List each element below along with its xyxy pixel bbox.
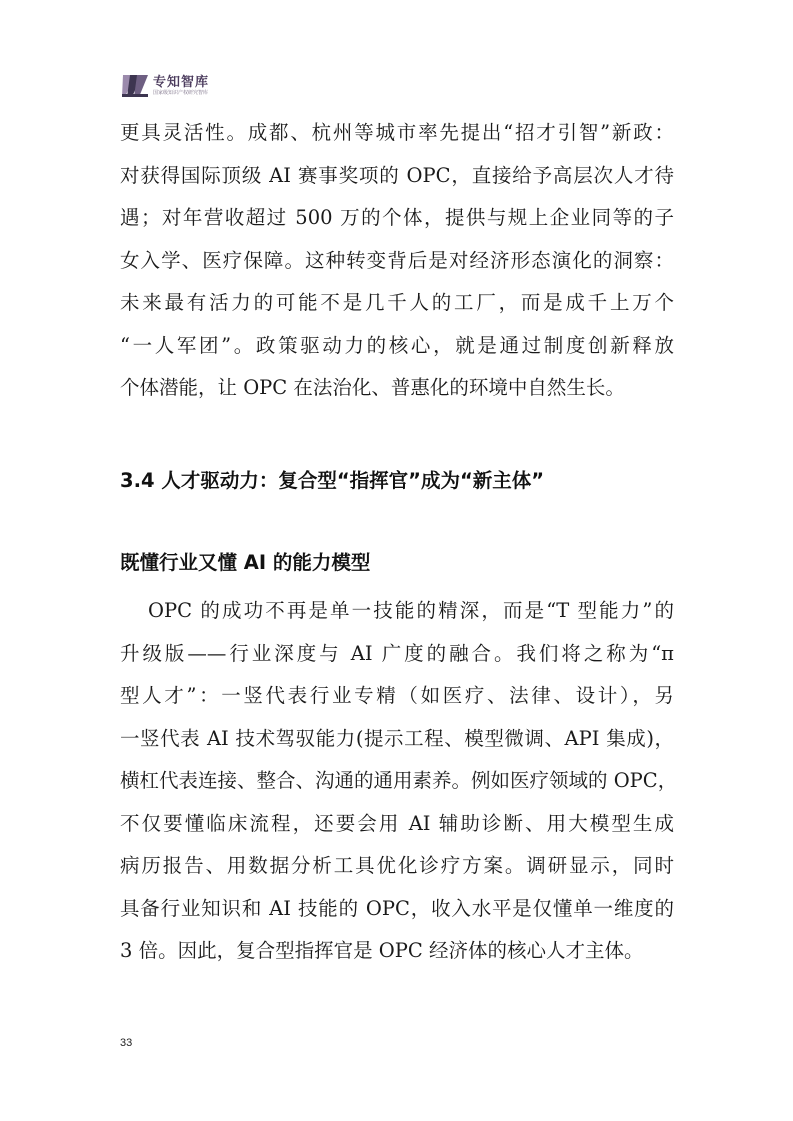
- text-line: 病历报告、用数据分析工具优化诊疗方案。调研显示，同时: [120, 854, 674, 877]
- page-header: [121, 71, 209, 101]
- logo-tagline: 国家级知识产权研究智库: [153, 90, 209, 96]
- text-line: 型人才”：一竖代表行业专精（如医疗、法律、设计），另: [120, 684, 674, 707]
- sub-heading: 既懂行业又懂 AI 的能力模型: [120, 551, 371, 574]
- text-line: 未来最有活力的可能不是几千人的工厂，而是成千上万个: [120, 291, 674, 314]
- text-line: “一人军团”。政策驱动力的核心，就是通过制度创新释放: [120, 333, 674, 357]
- text-line: 3 倍。因此，复合型指挥官是 OPC 经济体的核心人才主体。: [120, 939, 644, 962]
- text-line: 对获得国际顶级 AI 赛事奖项的 OPC，直接给予高层次人才待: [120, 163, 674, 187]
- text-line: 个体潜能，让 OPC 在法治化、普惠化的环境中自然生长。: [120, 376, 625, 399]
- body-paragraph-1: [120, 112, 680, 410]
- body-paragraph-2: [120, 590, 680, 973]
- zhuanzhi-logo-icon: [121, 73, 149, 99]
- logo-text: [153, 75, 209, 97]
- text-line: 横杠代表连接、整合、沟通的通用素养。例如医疗领域的 OPC，: [120, 769, 678, 792]
- text-line: 具备行业知识和 AI 技能的 OPC，收入水平是仅懂单一维度的: [120, 896, 674, 920]
- text-line: 遇；对年营收超过 500 万的个体，提供与规上企业同等的子: [120, 206, 674, 229]
- section-heading: 3.4 人才驱动力：复合型“指挥官”成为“新主体”: [120, 469, 545, 492]
- logo-name: 专知智库: [153, 75, 210, 90]
- text-line: 一竖代表 AI 技术驾驭能力(提示工程、模型微调、API 集成)，: [120, 726, 674, 750]
- text-line: 不仅要懂临床流程，还要会用 AI 辅助诊断、用大模型生成: [120, 811, 674, 835]
- text-line: 更具灵活性。成都、杭州等城市率先提出“招才引智”新政：: [120, 121, 674, 144]
- text-line: OPC 的成功不再是单一技能的精深，而是“T 型能力”的: [148, 599, 674, 622]
- text-line: 女入学、医疗保障。这种转变背后是对经济形态演化的洞察：: [120, 248, 674, 272]
- page-number: 33: [120, 1037, 133, 1049]
- text-line: 升级版——行业深度与 AI 广度的融合。我们将之称为“π: [120, 641, 674, 665]
